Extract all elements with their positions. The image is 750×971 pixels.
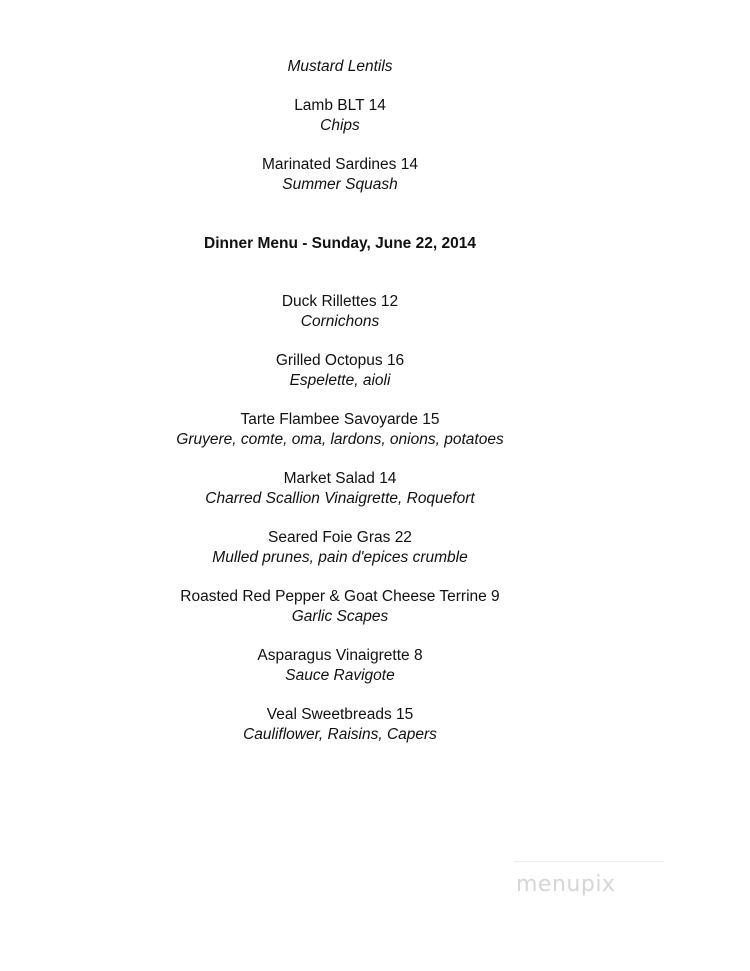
menu-item-description: Sauce Ravigote [285,667,395,684]
menu-item-description: Cauliflower, Raisins, Capers [243,726,437,743]
menu-page [0,57,680,745]
menu-item-description: Charred Scallion Vinaigrette, Roquefort [205,490,475,507]
menu-item-name: Grilled Octopus 16 [275,352,405,369]
menu-item-name: Duck Rillettes 12 [281,293,399,310]
menu-item-name: Tarte Flambee Savoyarde 15 [240,411,440,428]
menu-item-name: Veal Sweetbreads 15 [266,706,414,723]
menu-item-description: Chips [320,117,360,134]
menu-item-description: Espelette, aioli [289,372,391,389]
menu-item-description: Garlic Scapes [291,608,389,625]
menu-item-description: Cornichons [300,313,380,330]
menu-item-description: Mulled prunes, pain d'epices crumble [212,549,468,566]
menu-item-name: Marinated Sardines 14 [262,156,418,173]
menu-item-name: Market Salad 14 [283,470,397,487]
menu-item-name: Seared Foie Gras 22 [268,529,412,546]
menu-item-description: Gruyere, comte, oma, lardons, onions, potatoes [176,431,504,448]
menu-item-description: Mustard Lentils [287,58,393,75]
menu-item-name: Asparagus Vinaigrette 8 [257,647,423,664]
menu-item-name: Roasted Red Pepper & Goat Cheese Terrine 9 [180,588,500,605]
menupix-watermark: menupix [516,872,616,897]
dinner-menu-heading: Dinner Menu - Sunday, June 22, 2014 [204,235,476,252]
watermark-divider [514,861,664,862]
menu-item-description: Summer Squash [282,176,398,193]
menu-item-name: Lamb BLT 14 [294,97,386,114]
